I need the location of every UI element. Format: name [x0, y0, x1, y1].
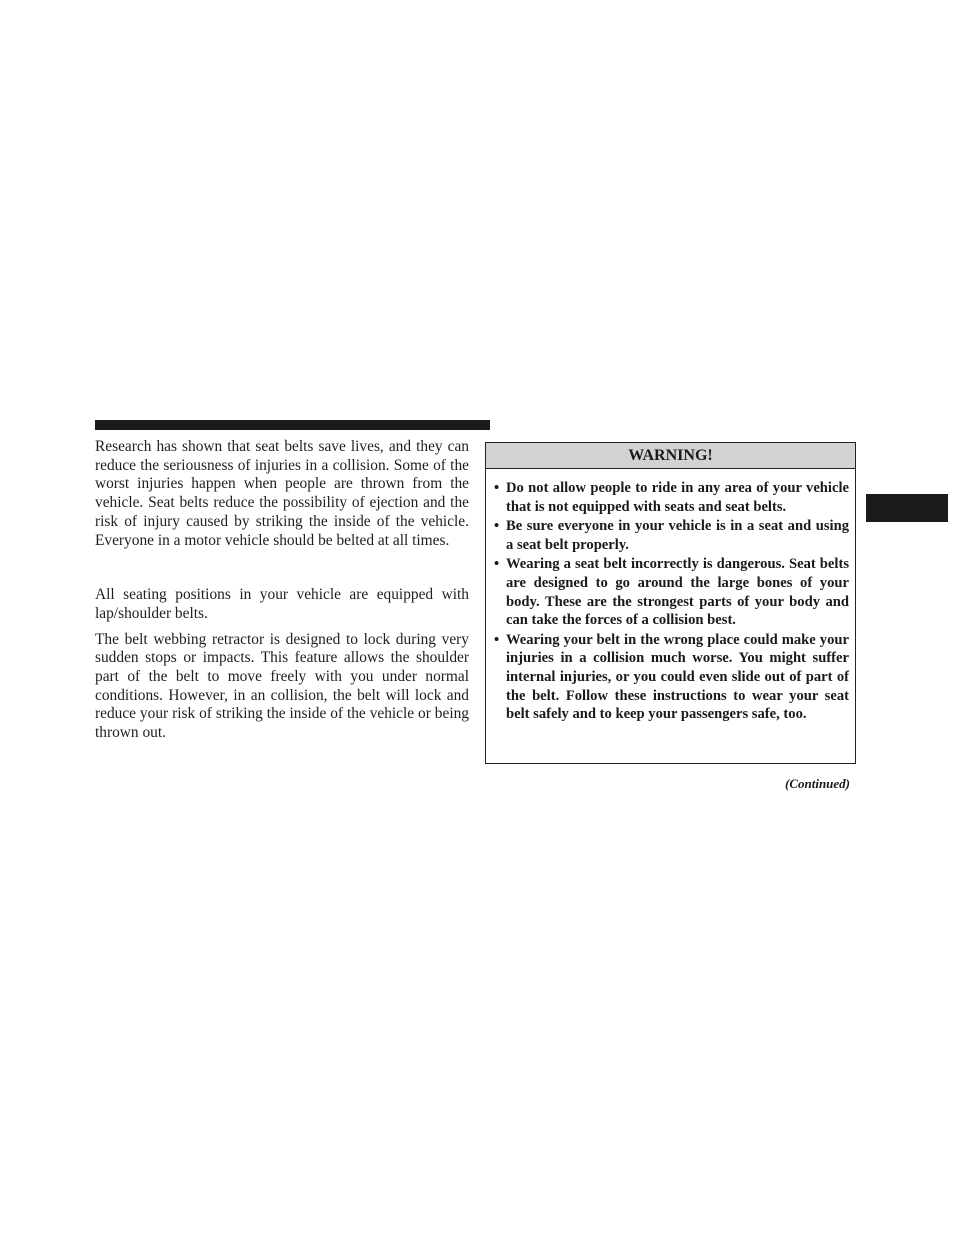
- bullet-icon: •: [494, 631, 500, 648]
- warning-item: [494, 517, 849, 554]
- warning-item-text: Do not allow people to ride in any area of your vehicle that is not equipped with seats and seat belts.: [506, 480, 849, 515]
- warning-item: [494, 479, 849, 516]
- warning-item-text: Wearing a seat belt incorrectly is dangerous. Seat belts are designed to go around the large bones of your body. These are the strongest parts of your body and can take the forces of a collision best.: [506, 556, 849, 629]
- warning-list: [486, 469, 855, 724]
- bullet-icon: •: [494, 480, 500, 496]
- bullet-icon: •: [494, 518, 500, 535]
- bullet-icon: •: [494, 556, 500, 573]
- body-paragraph-seating: All seating positions in your vehicle are equipped with lap/shoulder belts.: [95, 586, 469, 622]
- warning-item: [494, 555, 849, 629]
- warning-item: [494, 631, 849, 724]
- continued-label: (Continued): [784, 776, 850, 791]
- warning-box: [485, 442, 856, 764]
- warning-item-text: Be sure everyone in your vehicle is in a seat and using a seat belt properly.: [506, 518, 849, 553]
- body-text-column: [95, 438, 469, 743]
- body-paragraph-retractor: The belt webbing retractor is designed to lock during very sudden stops or impacts. This feature allows the shoulder part of the belt to move freely with you under normal conditions. However, in an collision, the belt will lock and reduce your risk of striking the inside of the vehicle or being thrown out.: [95, 630, 469, 742]
- warning-title: WARNING!: [486, 443, 855, 469]
- section-header-rule: [95, 420, 490, 430]
- chapter-side-tab: [866, 494, 948, 522]
- warning-item-text: Wearing your belt in the wrong place could make your injuries in a collision much worse. You might suffer internal injuries, or you could even slide out of part of the belt. Follow these instructions to wear your seat belt safely and to keep your passengers safe, too.: [506, 631, 849, 723]
- body-paragraph-research: Research has shown that seat belts save lives, and they can reduce the seriousness of injuries in a collision. Some of the worst injuries happen when people are thrown from the vehicle. Seat belts reduce the possibility of ejection and the risk of injury caused by striking the inside of the vehicle. Everyone in a motor vehicle should be belted at all times.: [95, 438, 469, 549]
